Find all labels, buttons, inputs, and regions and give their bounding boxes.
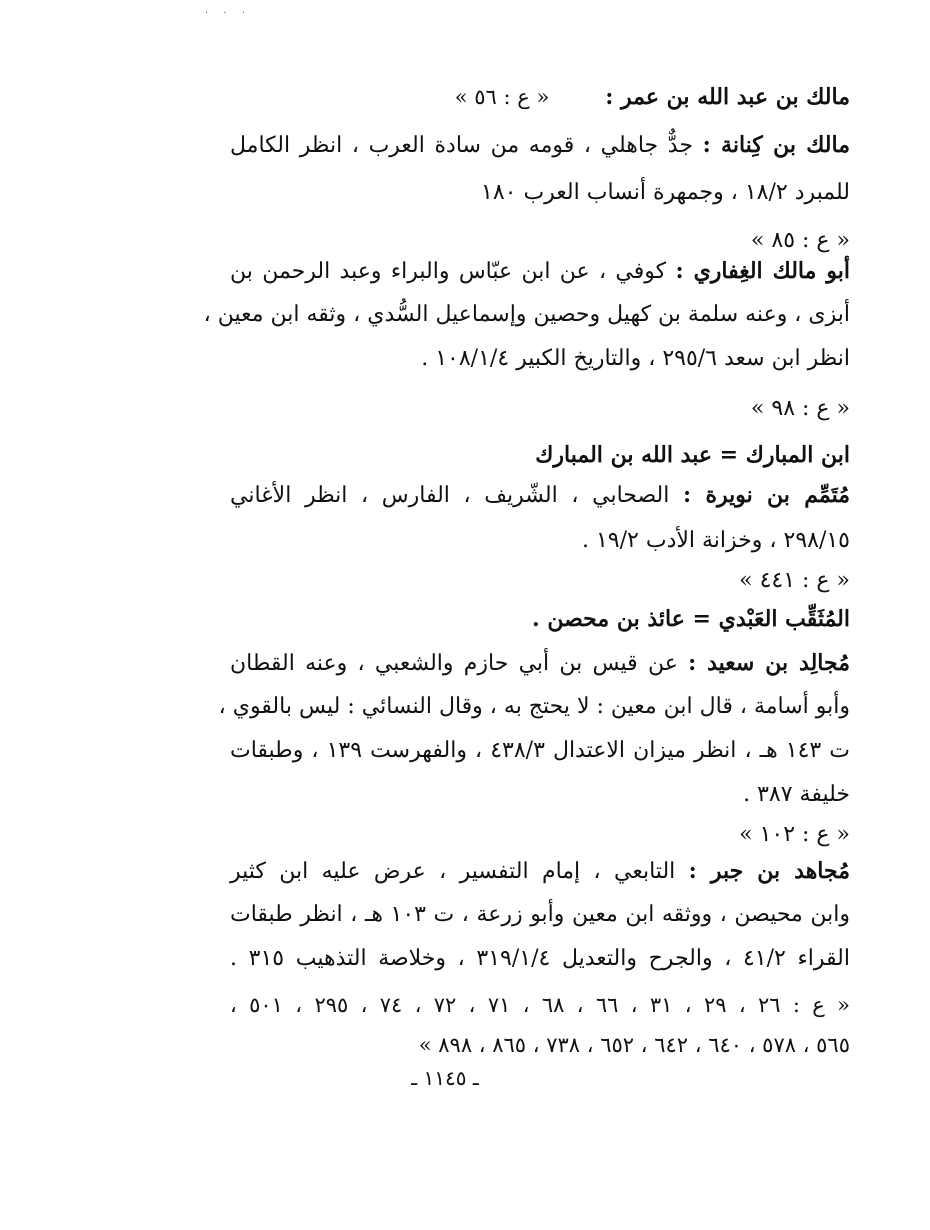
scan-specks: · · · xyxy=(205,8,251,19)
entry-text-line: ت ١٤٣ هـ ، انظر ميزان الاعتدال ٤٣٨/٣ ، والفهرست ١٣٩ ، وطبقات xyxy=(230,738,850,763)
entry-ref-list-continued: ٥٦٥ ، ٥٧٨ ، ٦٤٠ ، ٦٤٢ ، ٦٥٢ ، ٧٣٨ ، ٨٦٥ ، ٨٩٨ » xyxy=(418,1033,850,1057)
entry-muthaqqib-al-abdi xyxy=(230,604,850,635)
entry-head: مالك بن كِنانة : xyxy=(702,132,851,158)
entry-ref: « ع : ٩٨ » xyxy=(750,396,850,421)
entry-ref: « ع : ٤٤١ » xyxy=(739,568,850,593)
entry-text-line: ٢٩٨/١٥ ، وخزانة الأدب ١٩/٢ . xyxy=(581,528,850,553)
page-number-text: ـ ١١٤٥ ـ xyxy=(411,1066,479,1090)
entry-text-line: انظر ابن سعد ٢٩٥/٦ ، والتاريخ الكبير ١٠٨/١/٤ . xyxy=(421,346,850,371)
entry-head: مالك بن عبد الله بن عمر : xyxy=(605,84,850,110)
entry-text: التابعي ، إمام التفسير ، عرض عليه ابن كثير xyxy=(230,859,676,884)
entry-text-line: القراء ٤١/٢ ، والجرح والتعديل ٣١٩/١/٤ ، وخلاصة التذهيب ٣١٥ . xyxy=(230,946,851,971)
entry-text: الصحابي ، الشّريف ، الفارس ، انظر الأغاني xyxy=(230,483,670,508)
entry-text-line: وابن محيصن ، ووثقه ابن معين وأبو زرعة ، ت ١٠٣ هـ ، انظر طبقات xyxy=(230,902,851,927)
entry-text: عن قيس بن أبي حازم والشعبي ، وعنه القطان xyxy=(230,651,678,676)
entry-text-line: أبزى ، وعنه سلمة بن كهيل وحصين وإسماعيل السُّدي ، وثقه ابن معين ، xyxy=(203,302,850,327)
entry-head: مُتَمِّم بن نويرة : xyxy=(683,482,850,508)
entry-malik-ibn-abdullah xyxy=(230,82,850,113)
entry-head: المُثَقِّب العَبْدي = عائذ بن محصن . xyxy=(532,606,850,632)
entry-text-line: خليفة ٣٨٧ . xyxy=(743,782,850,807)
entry-head: أبو مالك الغِفاري : xyxy=(675,258,850,284)
entry-text: كوفي ، عن ابن عبّاس والبراء وعبد الرحمن بن xyxy=(230,259,667,284)
entry-head: مُجاهد بن جبر : xyxy=(688,858,850,884)
entry-malik-ibn-kinana xyxy=(230,130,850,161)
entry-mujalid-ibn-said xyxy=(230,648,850,679)
entry-ref: « ع : ٨٥ » xyxy=(750,228,850,253)
entry-mujahid-ibn-jabr xyxy=(230,856,850,887)
entry-abu-malik-ghifari xyxy=(230,256,850,287)
entry-mutammim-ibn-nuwayra xyxy=(230,480,850,511)
entry-text-line: وأبو أسامة ، قال ابن معين : لا يحتج به ، وقال النسائي : ليس بالقوي ، xyxy=(218,694,850,719)
entry-ref-list: « ع : ٢٦ ، ٢٩ ، ٣١ ، ٦٦ ، ٦٨ ، ٧١ ، ٧٢ ، ٧٤ ، ٢٩٥ ، ٥٠١ ، xyxy=(230,993,851,1017)
entry-text: جدٌّ جاهلي ، قومه من سادة العرب ، انظر الكامل xyxy=(230,133,693,158)
entry-text-line: للمبرد ١٨/٢ ، وجمهرة أنساب العرب ١٨٠ xyxy=(481,180,850,205)
entry-ibn-al-mubarak xyxy=(230,440,850,471)
entry-head: مُجالِد بن سعيد : xyxy=(688,650,850,676)
entry-head: ابن المبارك = عبد الله بن المبارك xyxy=(535,442,850,468)
entry-ref: « ع : ٥٦ » xyxy=(454,85,550,109)
entry-ref: « ع : ١٠٢ » xyxy=(739,822,850,847)
page-number xyxy=(0,1066,930,1090)
